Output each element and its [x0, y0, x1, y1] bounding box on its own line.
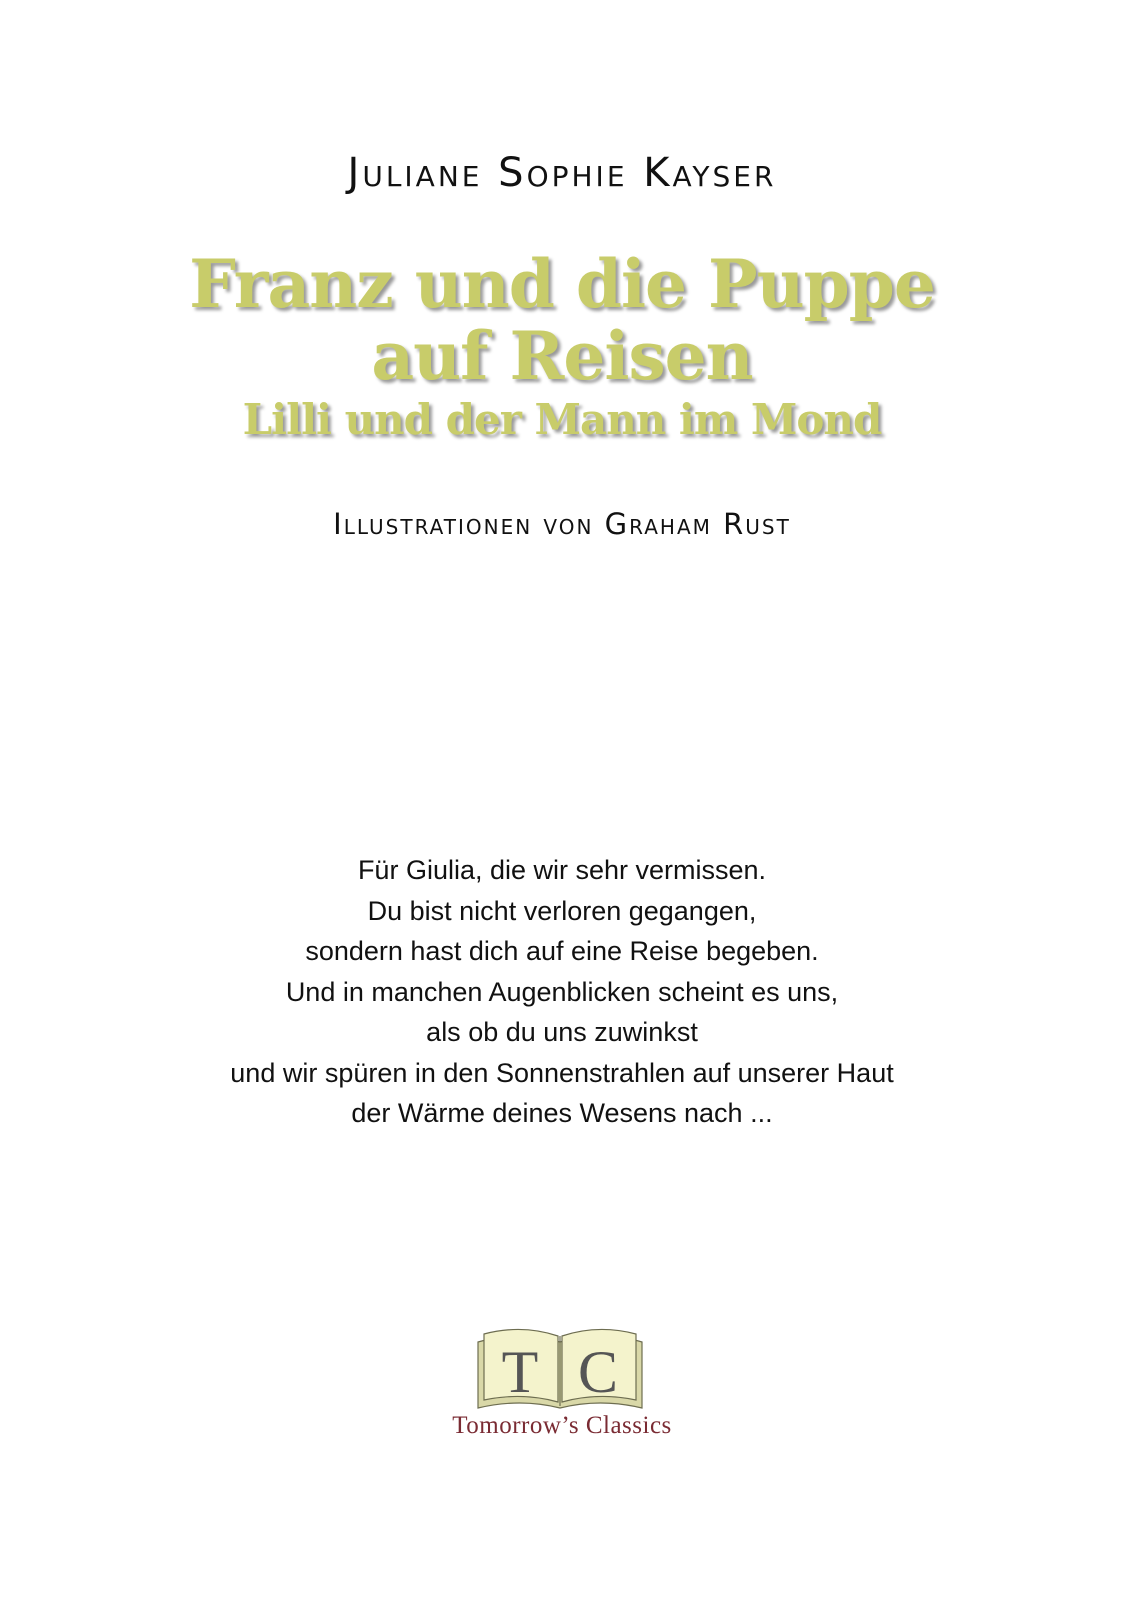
dedication-line: Für Giulia, die wir sehr vermissen.: [357, 855, 767, 885]
dedication-line: der Wärme deines Wesens nach ...: [351, 1098, 773, 1128]
logo-letter-c: C: [577, 1339, 619, 1405]
author-name: Juliane Sophie Kayser: [347, 150, 777, 196]
book-title: [0, 245, 1124, 448]
dedication-line: Du bist nicht verloren gegangen,: [367, 895, 757, 926]
open-book-icon: [440, 1322, 680, 1412]
illustrator-credit: Illustrationen von Graham Rust: [333, 507, 791, 541]
dedication: [0, 850, 1124, 1134]
title-line-2: auf Reisen: [371, 317, 753, 395]
book-subtitle: Lilli und der Mann im Mond: [242, 395, 882, 444]
dedication-line: sondern hast dich auf eine Reise begeben.: [305, 936, 819, 966]
title-line-1: Franz und die Puppe: [189, 245, 935, 323]
publisher-name: Tomorrow’s Classics: [452, 1412, 672, 1439]
dedication-line: und wir spüren in den Sonnenstrahlen auf unserer Haut: [230, 1057, 894, 1088]
dedication-line: als ob du uns zuwinkst: [426, 1017, 698, 1047]
dedication-line: Und in manchen Augenblicken scheint es uns,: [285, 976, 839, 1007]
logo-letter-t: T: [501, 1339, 539, 1405]
